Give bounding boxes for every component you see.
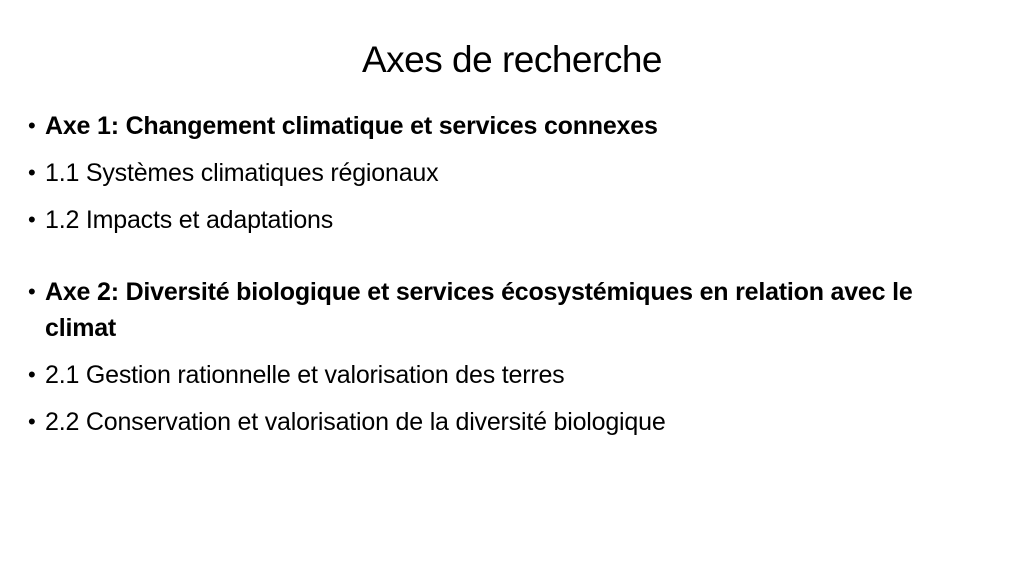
list-item-text: Axe 1: Changement climatique et services connexes (45, 112, 658, 140)
list-item-text: 1.2 Impacts et adaptations (45, 206, 334, 234)
bullet-list (28, 108, 988, 451)
bullet-icon: • (28, 279, 36, 304)
slide-title: Axes de recherche (361, 39, 662, 80)
bullet-icon: • (28, 113, 36, 138)
list-item-text: Axe 2: Diversité biologique et services écosystémiques en relation avec le climat (45, 278, 913, 342)
list-item-text: 1.1 Systèmes climatiques régionaux (45, 159, 439, 187)
list-item-text: 2.1 Gestion rationnelle et valorisation des terres (45, 361, 565, 389)
bullet-icon: • (28, 362, 36, 387)
list-item-axe-2 (28, 274, 988, 346)
bullet-icon: • (28, 207, 36, 232)
list-item-2-2 (28, 404, 988, 440)
list-item-axe-1 (28, 108, 988, 144)
bullet-icon: • (28, 160, 36, 185)
bullet-icon: • (28, 409, 36, 434)
list-item-1-1 (28, 155, 988, 191)
list-item-text: 2.2 Conservation et valorisation de la diversité biologique (45, 408, 666, 436)
list-item-1-2 (28, 202, 988, 238)
list-item-2-1 (28, 357, 988, 393)
